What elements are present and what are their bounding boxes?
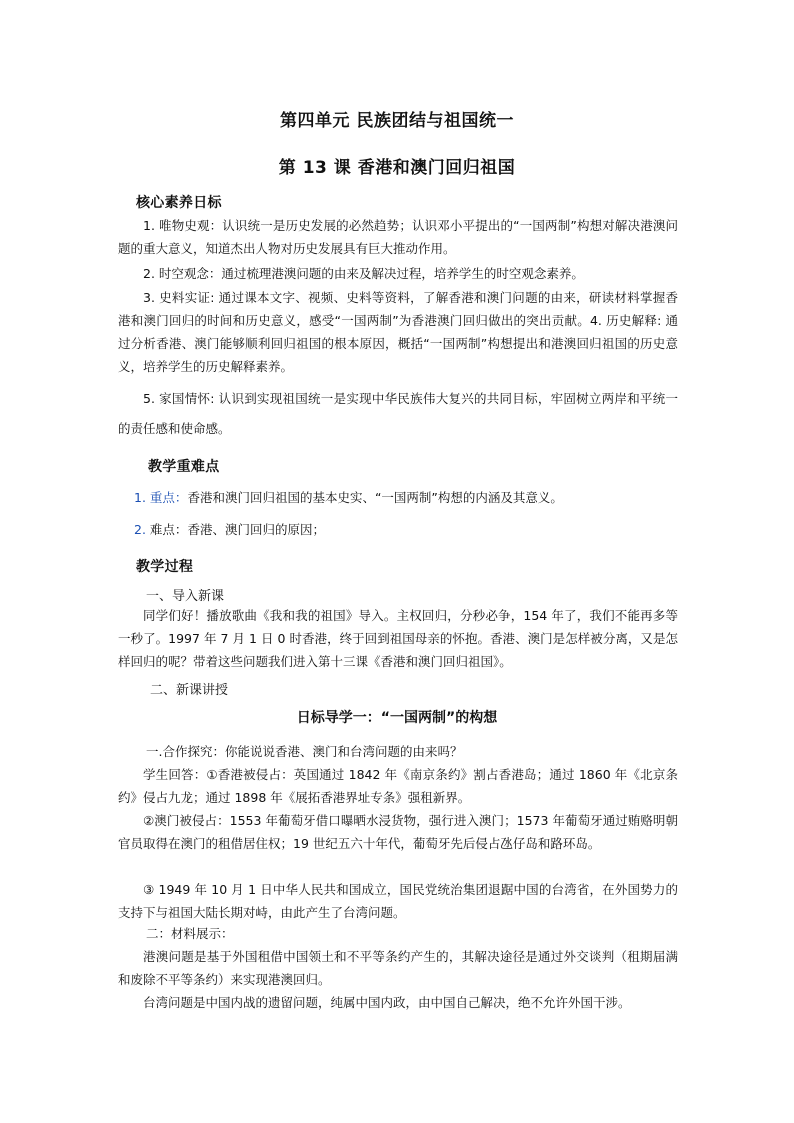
key-point-2-label: 难点： xyxy=(149,522,188,537)
lesson-title: 第 13 课 香港和澳门回归祖国 xyxy=(278,158,516,178)
key-point-1-text: 香港和澳门回归祖国的基本史实、“一国两制”构想的内涵及其意义。 xyxy=(187,490,563,505)
core-literacy-item-2: 2. 时空观念：通过梳理港澳问题的由来及解决过程，培养学生的时空观念素养。 xyxy=(143,266,584,281)
process-heading: 教学过程 xyxy=(136,559,194,575)
goal-1-heading: 日标导学一：“一国两制”的构想 xyxy=(296,710,498,726)
key-points-heading: 教学重难点 xyxy=(148,459,220,475)
answer-macau: ②澳门被侵占：1553 年葡萄牙借口曝晒水浸货物，强行进入澳门；1573 年葡萄牙通过贿赂明朝官员取得在澳门的租借居住权；19 世纪五六十年代，葡萄牙先后侵占氹仔岛和路环岛。 xyxy=(118,813,678,851)
answer-hong-kong: 学生回答：①香港被侵占：英国通过 1842 年《南京条约》割占香港岛；通过 1860 年《北京条约》侵占九龙；通过 1898 年《展拓香港界址专条》强租新界。 xyxy=(118,767,678,805)
core-literacy-item-5: 5. 家国情怀: 认识到实现祖国统一是实现中华民族伟大复兴的共同目标，牢固树立两岸和平统一的责任感和使命感。 xyxy=(118,391,678,436)
cooperative-inquiry: 一.合作探究：你能说说香港、澳门和台湾问题的由来吗？ xyxy=(146,744,463,759)
core-literacy-heading: 核心素养日标 xyxy=(136,195,222,211)
key-point-1-label: 重点： xyxy=(149,490,188,505)
material-2: 台湾问题是中国内战的遗留问题，纯属中国内政，由中国自己解决，绝不允许外国干涉。 xyxy=(143,995,631,1010)
process-intro-paragraph: 同学们好！播放歌曲《我和我的祖国》导入。主权回归，分秒必争，154 年了，我们不能再多等一秒了。1997 年 7 月 1 日 0 时香港，终于回到祖国母亲的怀抱。香港、澳门是怎样被分离，又是怎样回归的呢？带着这些问题我们进入第十三课《香港和澳门回归祖国》。 xyxy=(118,608,678,669)
key-point-1-number: 1. xyxy=(134,490,146,505)
key-point-2-number: 2. xyxy=(134,522,146,537)
answer-taiwan: ③ 1949 年 10 月 1 日中华人民共和国成立，国民党统治集团退踞中国的台湾省，在外国势力的支持下与祖国大陆长期对峙，由此产生了台湾问题。 xyxy=(118,882,678,920)
process-sub-intro: 一、导入新课 xyxy=(146,589,225,604)
key-point-1 xyxy=(134,486,563,509)
material-1: 港澳问题是基于外国租借中国领土和不平等条约产生的，其解决途径是通过外交谈判（租期届满和废除不平等条约）来实现港澳回归。 xyxy=(118,949,678,987)
core-literacy-item-3-4: 3. 史料实证: 通过课本文字、视频、史料等资料，了解香港和澳门问题的由来，研读材料掌握香港和澳门回归的时间和历史意义，感受“一国两制”为香港澳门回归做出的突出贡献。4. 历史解释: 通过分析香港、澳门能够顺利回归祖国的根本原因，概括“一国两制”构想提出和港澳回归祖国的历史意义，培养学生的历史解释素养。 xyxy=(118,290,678,374)
key-point-2-text: 香港、澳门回归的原因； xyxy=(187,522,325,537)
core-literacy-item-1: 1. 唯物史观：认识统一是历史发展的必然趋势；认识邓小平提出的“一国两制”构想对解决港澳问题的重大意义，知道杰出人物对历史发展具有巨大推动作用。 xyxy=(118,218,678,256)
material-heading: 二：材料展示： xyxy=(146,926,234,941)
process-sub-new-lesson: 二、新课讲授 xyxy=(150,683,229,698)
unit-title: 第四单元 民族团结与祖国统一 xyxy=(280,111,514,131)
key-point-2 xyxy=(134,518,325,541)
